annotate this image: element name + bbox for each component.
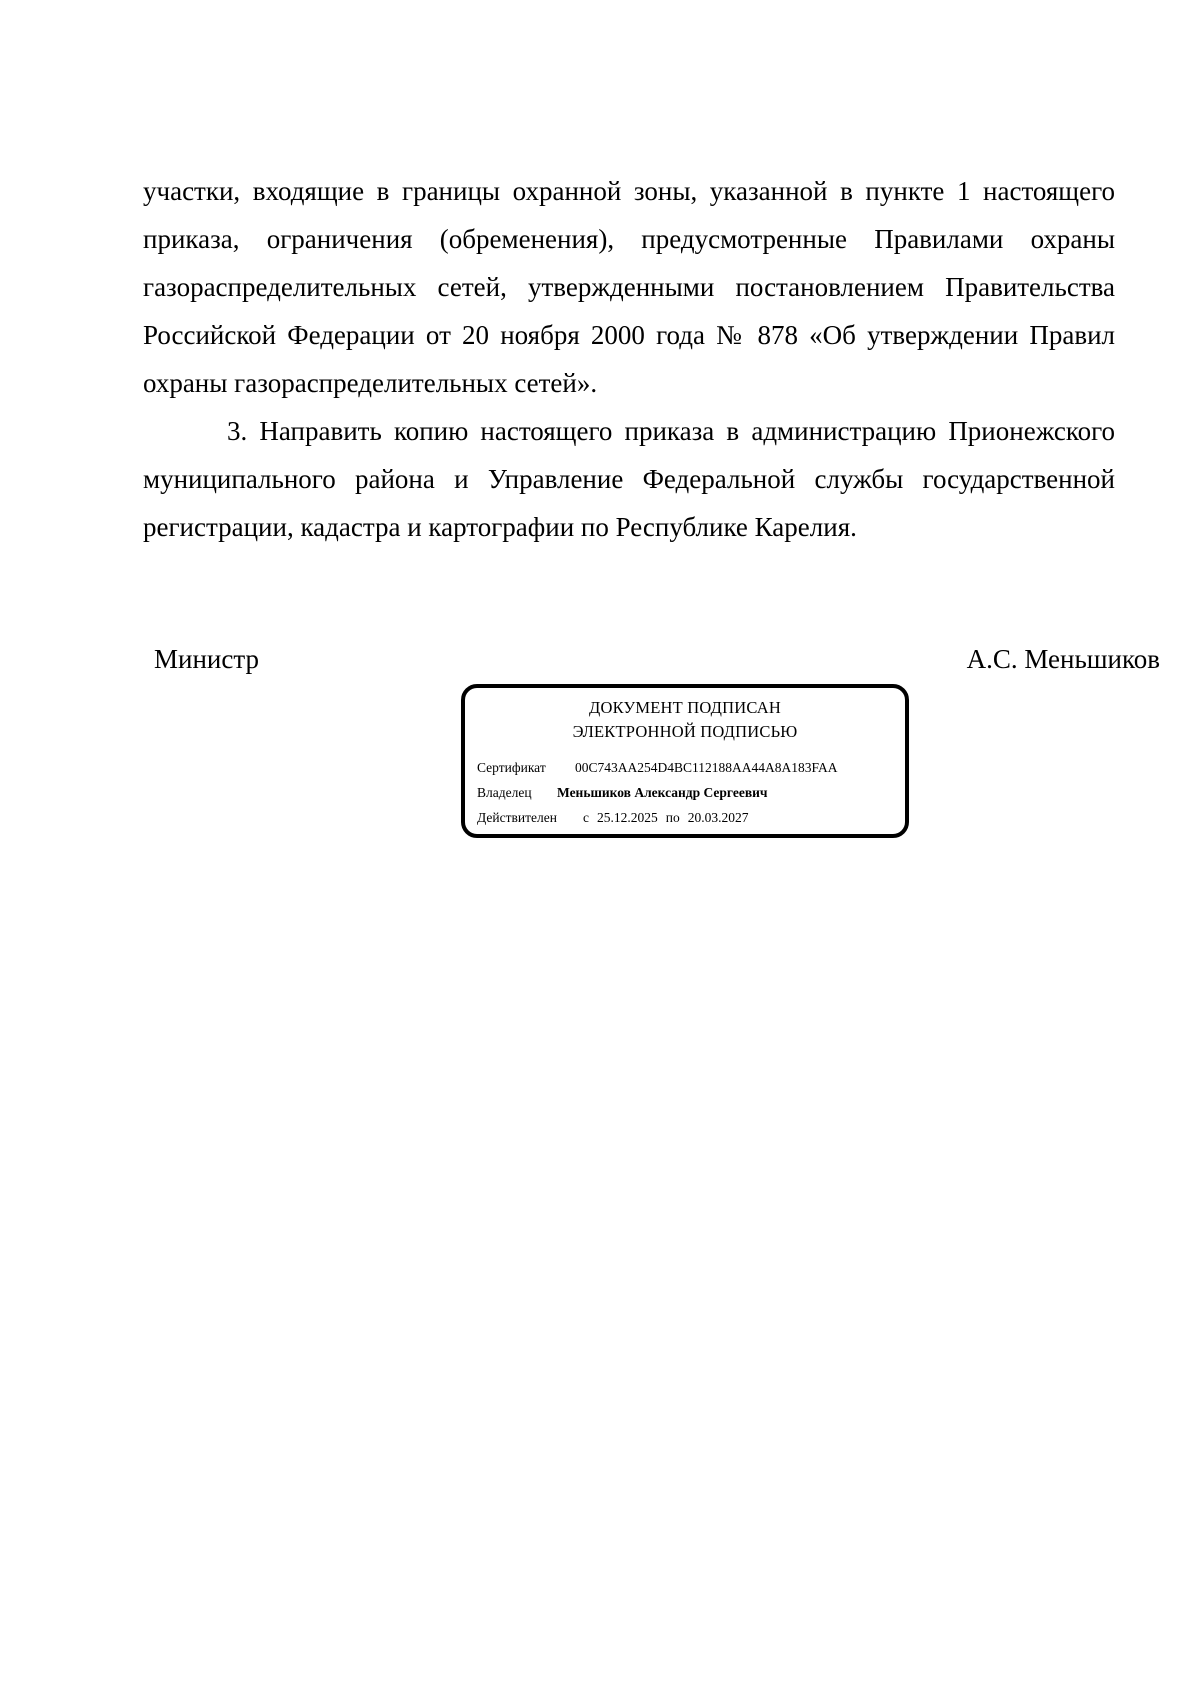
stamp-validity-label: Действителен [477,810,557,825]
signatory-role: Министр [154,644,259,674]
electronic-signature-stamp [461,684,909,838]
stamp-owner-value: Меньшиков Александр Сергеевич [557,785,768,800]
stamp-valid-from-prefix: с [583,810,589,825]
stamp-owner-row [477,783,768,803]
stamp-title-line-2: ЭЛЕКТРОННОЙ ПОДПИСЬЮ [572,722,798,741]
stamp-valid-from: 25.12.2025 [597,810,658,825]
body-paragraph-2: 3. Направить копию настоящего приказа в администрацию Прионежского муниципального района и Управление Федеральной службы государственной регистрации, кадастра и картографии по Республике Карелия. [143,416,1115,542]
document-body [143,167,1115,551]
stamp-valid-to: 20.03.2027 [687,810,749,825]
stamp-owner-label: Владелец [477,785,532,800]
signatory-name: А.С. Меньшиков [966,644,1160,674]
stamp-certificate-row [477,758,838,778]
stamp-valid-to-prefix: по [665,810,680,825]
stamp-title-line-1: ДОКУМЕНТ ПОДПИСАН [589,698,781,717]
stamp-certificate-label: Сертификат [477,760,546,775]
body-paragraph-1: участки, входящие в границы охранной зоны, указанной в пункте 1 настоящего приказа, ограничения (обременения), предусмотренные Правилами охраны газораспределительных сетей, утвержденными постановлением Правительства Российской Федерации от 20 ноября 2000 года № 878 «Об утверждении Правил охраны газораспределительных сетей». [143,176,1115,398]
stamp-validity-row [477,808,748,828]
stamp-certificate-value: 00C743AA254D4BC112188AA44A8A183FAA [575,760,838,775]
